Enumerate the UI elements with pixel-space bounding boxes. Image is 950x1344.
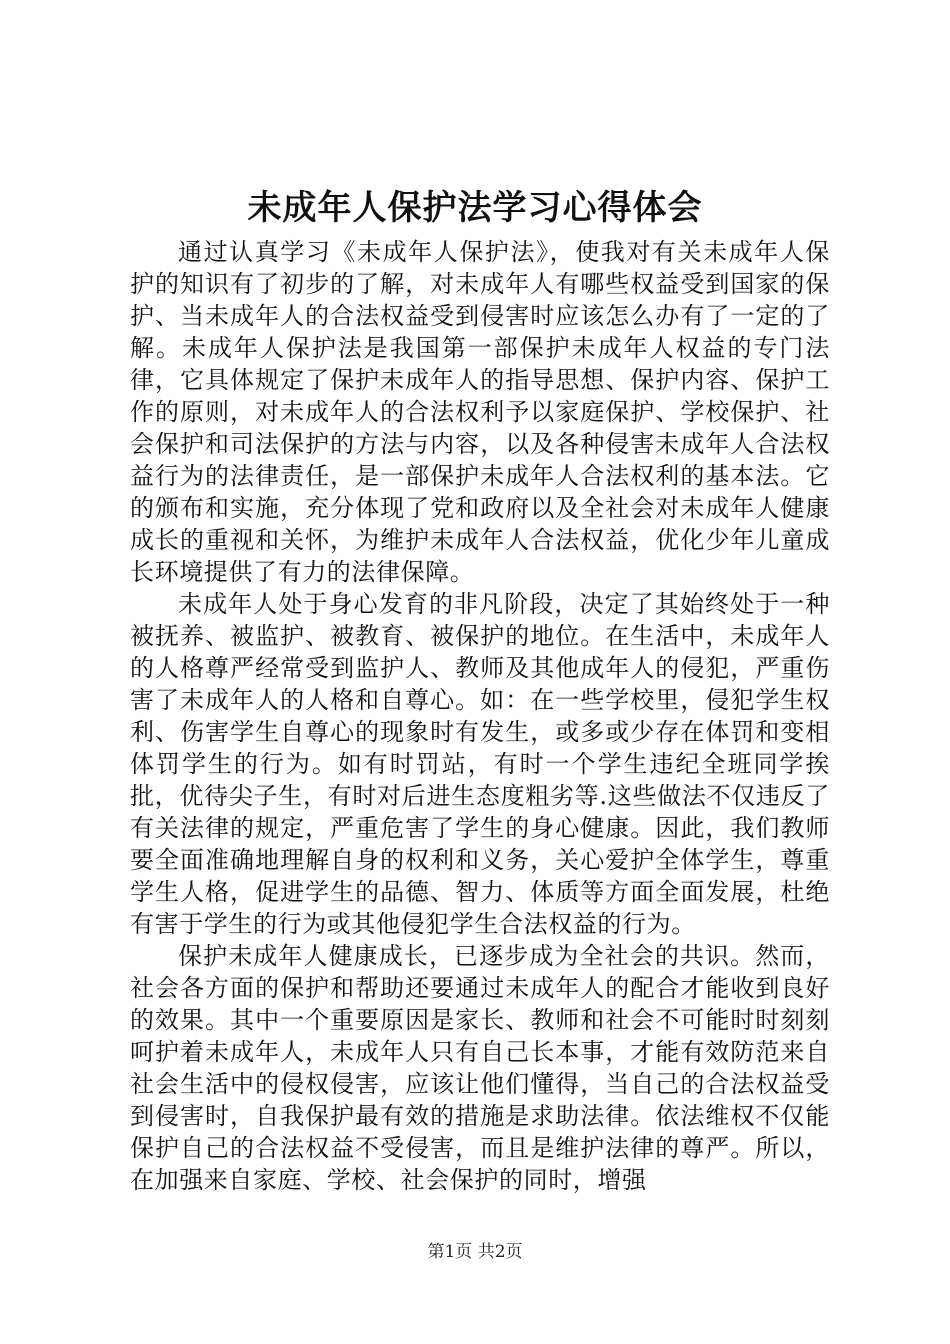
page-number-footer: 第1页 共2页 — [427, 1242, 523, 1262]
paragraph-2: 未成年人处于身心发育的非凡阶段，决定了其始终处于一种被抚养、被监护、被教育、被保护的地位。在生活中，未成年人的人格尊严经常受到监护人、教师及其他成年人的侵犯，严重伤害了未成年人的人格和自尊心。如：在一些学校里，侵犯学生权利、伤害学生自尊心的现象时有发生，或多或少存在体罚和变相体罚学生的行为。如有时罚站，有时一个学生违纪全班同学挨批，优待尖子生，有时对后进生态度粗劣等.这些做法不仅违反了有关法律的规定，严重危害了学生的身心健康。因此，我们教师要全面准确地理解自身的权利和义务，关心爱护全体学生，尊重学生人格，促进学生的品德、智力、体质等方面全面发展，杜绝有害于学生的行为或其他侵犯学生合法权益的行为。 — [130, 590, 830, 938]
document-body — [130, 236, 830, 1196]
document-title: 未成年人保护法学习心得体会 — [247, 188, 703, 228]
paragraph-1: 通过认真学习《未成年人保护法》，使我对有关未成年人保护的知识有了初步的了解，对未成年人有哪些权益受到国家的保护、当未成年人的合法权益受到侵害时应该怎么办有了一定的了解。未成年人保护法是我国第一部保护未成年人权益的专门法律，它具体规定了保护未成年人的指导思想、保护内容、保护工作的原则，对未成年人的合法权利予以家庭保护、学校保护、社会保护和司法保护的方法与内容，以及各种侵害未成年人合法权益行为的法律责任，是一部保护未成年人合法权利的基本法。它的颁布和实施，充分体现了党和政府以及全社会对未成年人健康成长的重视和关怀，为维护未成年人合法权益，优化少年儿童成长环境提供了有力的法律保障。 — [130, 238, 830, 586]
paragraph-3: 保护未成年人健康成长，已逐步成为全社会的共识。然而，社会各方面的保护和帮助还要通过未成年人的配合才能收到良好的效果。其中一个重要原因是家长、教师和社会不可能时时刻刻呵护着未成年人，未成年人只有自己长本事，才能有效防范来自社会生活中的侵权侵害，应该让他们懂得，当自己的合法权益受到侵害时，自我保护最有效的措施是求助法律。依法维权不仅能保护自己的合法权益不受侵害，而且是维护法律的尊严。所以，在加强来自家庭、学校、社会保护的同时，增强 — [130, 942, 830, 1194]
